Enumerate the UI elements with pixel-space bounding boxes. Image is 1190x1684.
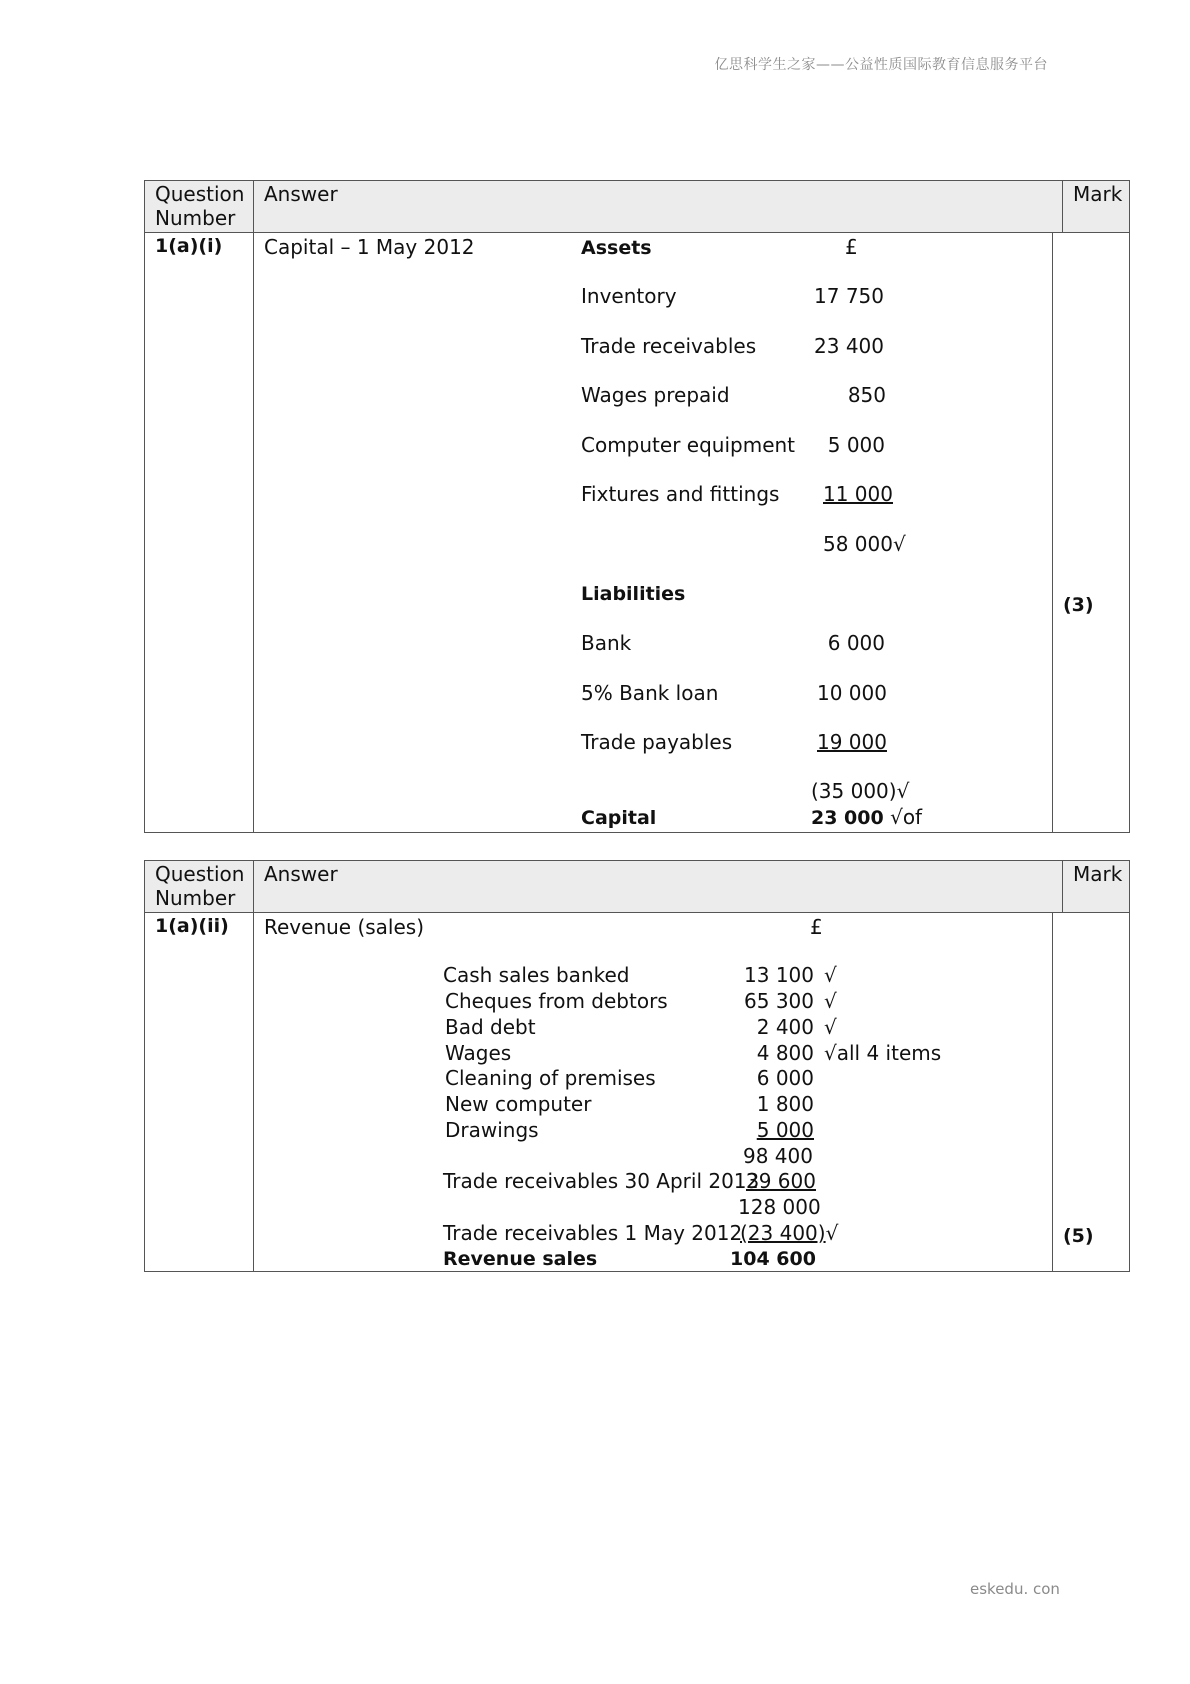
- liability-value: 19 000: [817, 730, 887, 754]
- mark-cell: [1053, 233, 1129, 832]
- item-value: 6 000: [756, 1066, 814, 1090]
- watermark: 亿思科学生之家——公益性质国际教育信息服务平台: [714, 57, 1048, 73]
- answer-cell: [254, 233, 1053, 832]
- currency-symbol: £: [810, 915, 823, 939]
- mark-value: (5): [1063, 1225, 1094, 1247]
- liabilities-total: (35 000)√: [811, 779, 910, 803]
- table-body: [145, 233, 1129, 832]
- liability-value: 10 000: [817, 681, 887, 705]
- item-label: Drawings: [445, 1118, 539, 1142]
- total-label: Revenue sales: [443, 1248, 598, 1270]
- answer-title: Capital – 1 May 2012: [264, 235, 475, 259]
- liability-label: Trade payables: [581, 730, 733, 754]
- footer-url: eskedu. con: [970, 1580, 1060, 1598]
- receivables-end-value: 29 600: [746, 1169, 816, 1193]
- item-label: Wages: [445, 1041, 512, 1065]
- total-value: 104 600: [730, 1248, 816, 1270]
- question-number-header: Question Number: [145, 181, 254, 232]
- item-value: 2 400: [756, 1015, 814, 1039]
- receivables-start-label: Trade receivables 1 May 2012: [443, 1221, 743, 1245]
- item-label: Bad debt: [445, 1015, 536, 1039]
- asset-value: 850: [847, 383, 886, 407]
- answer-header: Answer: [254, 861, 1063, 912]
- answer-cell: [254, 913, 1053, 1271]
- item-label: Cheques from debtors: [445, 989, 668, 1013]
- question-number-cell: [145, 913, 254, 1271]
- asset-label: Wages prepaid: [581, 383, 730, 407]
- answer-table-1a-i: [144, 180, 1130, 833]
- item-value: 13 100: [744, 963, 814, 987]
- question-number: 1(a)(i): [155, 235, 223, 257]
- asset-label: Inventory: [581, 284, 677, 308]
- table-header: [145, 181, 1129, 233]
- currency-symbol: £: [845, 235, 858, 259]
- answer-table-1a-ii: [144, 860, 1130, 1272]
- item-tick: √: [824, 1015, 837, 1039]
- item-tick: √: [824, 989, 837, 1013]
- answer-header: Answer: [254, 181, 1063, 232]
- item-label: Cash sales banked: [443, 963, 630, 987]
- capital-label: Capital: [581, 807, 657, 829]
- item-value: 5 000: [756, 1118, 814, 1142]
- table-header: [145, 861, 1129, 913]
- item-value: 4 800: [756, 1041, 814, 1065]
- asset-value: 5 000: [827, 433, 885, 457]
- liability-value: 6 000: [827, 631, 885, 655]
- mark-value: (3): [1063, 594, 1094, 616]
- subtotal-2: 128 000: [738, 1195, 821, 1219]
- liability-label: 5% Bank loan: [581, 681, 719, 705]
- assets-total: 58 000√: [823, 532, 906, 556]
- item-label: New computer: [445, 1092, 592, 1116]
- mark-header: Mark: [1073, 182, 1123, 206]
- question-number-cell: [145, 233, 254, 832]
- receivables-start-tick: √: [825, 1221, 839, 1245]
- asset-value: 23 400: [814, 334, 884, 358]
- capital-value: 23 000: [811, 807, 884, 829]
- receivables-start-value: (23 400): [740, 1221, 826, 1245]
- item-tick: √all 4 items: [824, 1041, 942, 1065]
- receivables-end-label: Trade receivables 30 April 2013: [443, 1169, 760, 1193]
- asset-label: Trade receivables: [581, 334, 757, 358]
- capital-tick: √of: [890, 805, 923, 829]
- answer-title: Revenue (sales): [264, 915, 425, 939]
- item-tick: √: [824, 963, 837, 987]
- mark-cell: [1053, 913, 1129, 1271]
- liabilities-label: Liabilities: [581, 583, 686, 605]
- asset-value: 17 750: [814, 284, 884, 308]
- subtotal-1: 98 400: [743, 1144, 813, 1168]
- question-number: 1(a)(ii): [155, 915, 229, 937]
- assets-label: Assets: [581, 237, 652, 259]
- asset-label: Computer equipment: [581, 433, 796, 457]
- item-value: 65 300: [744, 989, 814, 1013]
- table-body: [145, 913, 1129, 1271]
- item-value: 1 800: [756, 1092, 814, 1116]
- item-label: Cleaning of premises: [445, 1066, 656, 1090]
- liability-label: Bank: [581, 631, 632, 655]
- question-number-header: Question Number: [145, 861, 254, 912]
- asset-label: Fixtures and fittings: [581, 482, 780, 506]
- asset-value: 11 000: [823, 482, 893, 506]
- mark-header: Mark: [1073, 862, 1123, 886]
